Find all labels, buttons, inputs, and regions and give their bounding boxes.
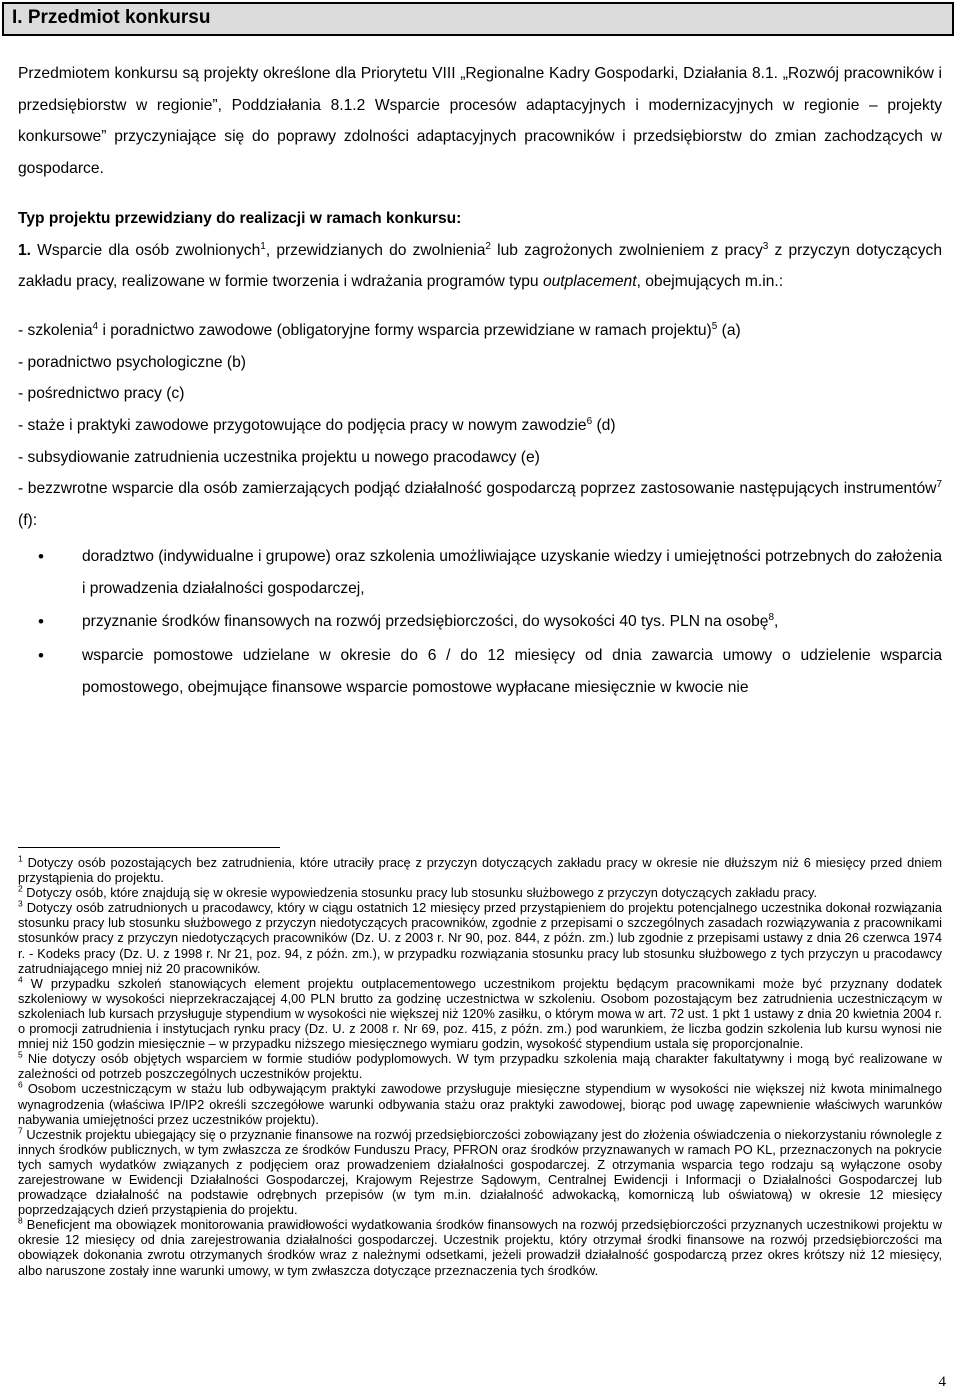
project-type-heading: Typ projektu przewidziany do realizacji w ramach konkursu: xyxy=(18,209,462,227)
section-header-box xyxy=(2,2,954,36)
footnote-ref-7: 7 xyxy=(936,479,942,491)
footnote: $^8$ Beneficjent ma obowiązek monitorowania prawidłowości wydatkowania środków finansowych na rozwój przedsiębiorczości przyznanych uczestnikowi projektu w okresie 12 miesięcy od dnia zarejestrowania działalności gospodarczej. Uczestnik projektu, który otrzymał środki finansowe na rozwój przedsiębiorczości ma obowiązek dokonania zwrotu otrzymanych środków wraz z należnymi odsetkami, jeżeli prowadził działalność gospodarczą przez okres krótszy niż 12 miesięcy, albo naruszone zostały inne warunki umowy, w tym zwłaszcza dotyczące przeznaczenia tych środków. xyxy=(18,1215,942,1278)
list-item-e: - subsydiowanie zatrudnienia uczestnika projektu u nowego pracodawcy (e) xyxy=(18,448,540,466)
footnote: $^5$ Nie dotyczy osób objętych wsparciem w formie studiów podyplomowych. W tym przypadku szkolenia mają charakter fakultatywny i mogą być realizowane w zależności od potrzeb poszczególnych uczestników projektu. xyxy=(18,1049,942,1082)
intro-paragraph: Przedmiotem konkursu są projekty określone dla Priorytetu VIII „Regionalne Kadry Gospodarki, Działania 8.1. „Rozwój pracowników i przedsiębiorstw w regionie”, Poddziałania 8.1.2 Wsparcie procesów adaptacyjnych i modernizacyjnych w regionie – projekty konkursowe” przyczyniające się do poprawy zdolności adaptacyjnych pracowników i przedsiębiorstw do zmian zachodzących w gospodarce. xyxy=(18,65,942,178)
project-type-number: 1. xyxy=(18,241,32,259)
footnote-ref-2: 2 xyxy=(485,240,491,252)
footnote: $^2$ Dotyczy osób, które znajdują się w okresie wypowiedzenia stosunku pracy lub stosunku służbowego z przyczyn dotyczących zakładu pracy. xyxy=(18,883,817,901)
bullet-item: • wsparcie pomostowe udzielane w okresie do 6 / do 12 miesięcy od dnia zawarcia umowy o udzielenie wsparcia pomostowego, obejmujące finansowe wsparcie pomostowe wypłacane miesięcznie w kwocie nie xyxy=(18,640,942,703)
list-item-d: - staże i praktyki zawodowe przygotowujące do podjęcia pracy w nowym zawodzie$^6$ (d) xyxy=(18,415,616,435)
footnote-ref-6: 6 xyxy=(586,415,593,427)
page-number: 4 xyxy=(938,1374,946,1390)
bullet-item: • przyznanie środków finansowych na rozwój przedsiębiorczości, do wysokości 40 tys. PLN na osobę$^8$, xyxy=(18,606,942,638)
bullet-item: • doradztwo (indywidualne i grupowe) oraz szkolenia umożliwiające uzyskanie wiedzy i umiejętności potrzebnych do założenia i prowadzenia działalności gospodarczej, xyxy=(18,541,942,604)
project-type-1: 1. Wsparcie dla osób zwolnionych$^1$, przewidzianych do zwolnienia$^2$ lub zagrożonych zwolnieniem z pracy$^3$ z przyczyn dotyczących zakładu pracy, realizowane w formie tworzenia i wdrażania programów typu outplacement, obejmujących m.in.: xyxy=(18,240,942,291)
instrument-bullet-list xyxy=(18,541,942,704)
footnote-ref-4: 4 xyxy=(92,320,99,332)
footnote: $^1$ Dotyczy osób pozostających bez zatrudnienia, które utraciły pracę z przyczyn dotyczących zakładu pracy w okresie nie dłuższym niż 6 miesięcy przed dniem przystąpienia do projektu. xyxy=(18,853,942,886)
footnote-ref-3: 3 xyxy=(762,240,769,252)
list-item-a: - szkolenia$^4$ i poradnictwo zawodowe (obligatoryjne formy wsparcia przewidziane w ramach projektu)$^5$ (a) xyxy=(18,320,741,339)
footnote-separator xyxy=(18,847,280,848)
section-title: I. Przedmiot konkursu xyxy=(12,7,211,28)
list-item-c: - pośrednictwo pracy (c) xyxy=(18,385,185,403)
footnote: $^4$ W przypadku szkoleń stanowiących element projektu outplacementowego uczestnikom projektu będącym pracownikami może być przyznany dodatek szkoleniowy w wysokości nieprzekraczającej 4,00 PLN brutto za godzinę uczestnictwa w szkoleniu. Osobom pozostającym bez zatrudnienia uczestniczącym w szkoleniach lub kursach przysługuje stypendium w wysokości nie większej niż 120% zasiłku, o którym mowa w art. 72 ust. 1 pkt 1 ustawy z dnia 20 kwietnia 2004 r. o promocji zatrudnienia i instytucjach rynku pracy (Dz. U. z 2008 r. Nr 69, poz. 415, z późn. zm.) pod warunkiem, że liczba godzin szkolenia lub kursu wynosi nie mniej niż 150 godzin miesięcznie – w przypadku niższego miesięcznego wymiaru godzin, wysokość stypendium ustala się proporcjonalnie. xyxy=(18,974,942,1052)
list-item-b: - poradnictwo psychologiczne (b) xyxy=(18,353,246,371)
footnote: $^3$ Dotyczy osób zatrudnionych u pracodawcy, który w ciągu ostatnich 12 miesięcy przed przystąpieniem do projektu potencjalnego uczestnika dokonał rozwiązania stosunku pracy lub stosunku służbowego z przyczyn niedotyczących pracowników, zgodnie z przepisami o szczególnych zasadach rozwiązywania z pracownikami stosunków pracy z przyczyn niedotyczących pracowników (Dz. U. z 2003 r. Nr 90, poz. 844, z późn. zm.) lub zgodnie z przepisami ustawy z dnia 26 czerwca 1974 r. - Kodeks pracy (Dz. U. z 1998 r. Nr 21, poz. 94, z późn. zm.), w przypadku rozwiązania stosunku pracy lub stosunku służbowego z tych przyczyn u pracodawcy zatrudniającego mniej niż 20 pracowników. xyxy=(18,899,942,976)
footnote-ref-8: 8 xyxy=(768,612,775,624)
list-item-f: - bezzwrotne wsparcie dla osób zamierzających podjąć działalność gospodarczą poprzez zastosowanie następujących instrumentów$^7$ (f): xyxy=(18,479,942,530)
main-content xyxy=(18,58,942,705)
footnote-ref-1: 1 xyxy=(260,240,266,252)
footnote: $^6$ Osobom uczestniczącym w stażu lub odbywającym praktyki zawodowe przysługuje miesięczne stypendium w wysokości nie większej niż kwota minimalnego wynagrodzenia (właściwa IP/IP2 określi szczegółowe warunki odbywania stażu oraz praktyki zawodowej, biorąc pod uwagę zapewnienie właściwych warunków nabywania umiejętności przez uczestników projektu). xyxy=(18,1080,942,1127)
footnote: $^7$ Uczestnik projektu ubiegający się o przyznanie finansowe na rozwój przedsiębiorczości zobowiązany jest do złożenia oświadczenia o niekorzystaniu równolegle z innych środków publicznych, w tym zwłaszcza ze środków Funduszu Pracy, PFRON oraz środków przyznawanych w ramach PO KL, przeznaczonych na pokrycie tych samych wydatków związanych z podjęciem oraz prowadzeniem działalności gospodarczej. Z otrzymania wsparcia tego rodzaju są wyłączone osoby zarejestrowane w Ewidencji Działalności Gospodarczej, Krajowym Rejestrze Sądowym, Centralnej Ewidencji i Informacji o Działalności Gospodarczej lub prowadzące działalność na podstawie odrębnych przepisów (w tym m.in. działalność adwokacką, komorniczą lub oświatową) w okresie 12 miesięcy poprzedzających dzień przystąpienia do projektu. xyxy=(18,1125,942,1218)
footnotes xyxy=(18,855,942,1278)
footnote-ref-5: 5 xyxy=(711,320,718,332)
